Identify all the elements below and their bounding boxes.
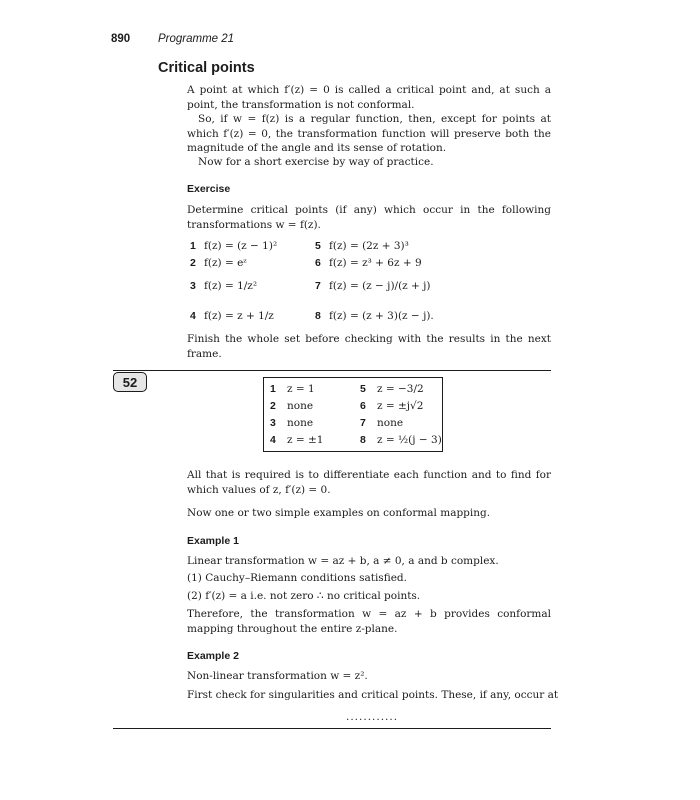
example-1-line-1: Linear transformation w = az + b, a ≠ 0, a and b complex. — [187, 555, 499, 567]
example-2-line-2: First check for singularities and critical points. These, if any, occur at — [187, 689, 559, 701]
answer-8: 8 z = ½(j − 3) — [360, 434, 442, 446]
example-1-heading: Example 1 — [187, 535, 239, 547]
exercise-closing: Finish the whole set before checking with the results in the next frame. — [187, 333, 551, 360]
frame-number-badge: 52 — [113, 372, 147, 392]
exercise-item-5: 5 f(z) = (2z + 3)³ — [315, 240, 409, 252]
frame-divider-bottom — [113, 728, 551, 729]
frame-paragraph-1: All that is required is to differentiate each function and to find for which values of z, f′(z) = 0. — [187, 469, 551, 496]
continuation-dots: ............ — [346, 711, 399, 723]
answer-4: 4 z = ±1 — [270, 434, 324, 446]
answer-1: 1 z = 1 — [270, 383, 315, 395]
intro-paragraph-2: So, if w = f(z) is a regular function, then, except for points at which f′(z) = 0, the transformation function will preserve both the magnitude of the angle and its sense of rotation. — [187, 113, 551, 154]
intro-paragraph-1: A point at which f′(z) = 0 is called a critical point and, at such a point, the transformation is not conformal. — [187, 84, 551, 111]
exercise-item-6: 6 f(z) = z³ + 6z + 9 — [315, 257, 422, 269]
frame-paragraph-2: Now one or two simple examples on conformal mapping. — [187, 507, 491, 519]
frame-divider-top — [113, 370, 551, 371]
example-1-line-4: Therefore, the transformation w = az + b provides conformal mapping throughout the entire z-plane. — [187, 608, 551, 635]
exercise-item-1: 1 f(z) = (z − 1)² — [190, 240, 278, 252]
exercise-item-7: 7 f(z) = (z − j)/(z + j) — [315, 280, 431, 292]
exercise-heading: Exercise — [187, 183, 231, 195]
answer-2: 2 none — [270, 400, 314, 412]
exercise-item-8: 8 f(z) = (z + 3)(z − j). — [315, 310, 434, 322]
exercise-item-4: 4 f(z) = z + 1/z — [190, 310, 274, 322]
example-1-line-2: (1) Cauchy–Riemann conditions satisfied. — [187, 572, 407, 584]
answer-6: 6 z = ±j√2 — [360, 400, 424, 412]
page-number: 890 — [111, 33, 131, 45]
exercise-item-3: 3 f(z) = 1/z² — [190, 280, 258, 292]
answer-7: 7 none — [360, 417, 404, 429]
example-1-line-3: (2) f′(z) = a i.e. not zero ∴ no critical points. — [187, 590, 421, 602]
programme-label: Programme 21 — [158, 33, 235, 45]
exercise-item-2: 2 f(z) = eᶻ — [190, 257, 247, 269]
intro-paragraph-3: Now for a short exercise by way of practice. — [198, 156, 434, 168]
answer-3: 3 none — [270, 417, 314, 429]
example-2-heading: Example 2 — [187, 650, 239, 662]
section-title: Critical points — [158, 60, 255, 76]
answer-5: 5 z = −3/2 — [360, 383, 424, 395]
exercise-instruction: Determine critical points (if any) which occur in the following transformations w = f(z). — [187, 204, 551, 231]
example-2-line-1: Non-linear transformation w = z². — [187, 670, 368, 682]
